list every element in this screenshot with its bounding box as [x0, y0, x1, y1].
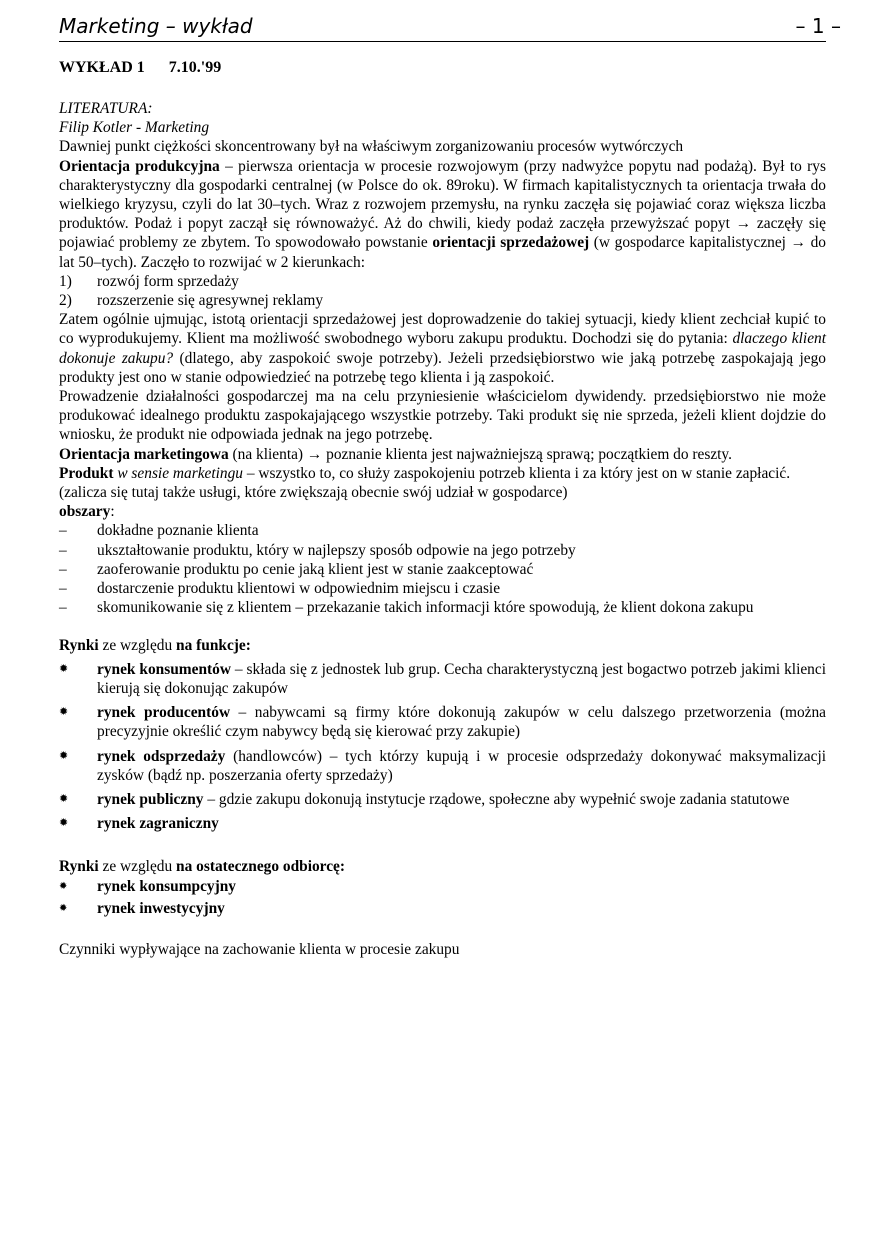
literature-book: Filip Kotler - Marketing — [59, 119, 210, 137]
list-item — [59, 272, 826, 291]
list-item — [59, 703, 826, 741]
list-number: 2) — [59, 292, 72, 310]
question-text: dlaczego klient dokonuje zakupu? — [59, 330, 826, 367]
list-item-text — [97, 660, 826, 698]
list-item — [59, 899, 826, 918]
term-production-orientation: Orientacja produkcyjna — [59, 157, 220, 175]
closing-line: Czynniki wypływające na zachowanie klienta w procesie zakupu — [59, 940, 460, 958]
dash-marker: – — [59, 522, 67, 540]
paragraph-services-note: (zalicza się tutaj także usługi, które zwiększają obecnie swój udział w gospodarce) — [59, 484, 568, 502]
spacer — [59, 838, 826, 857]
market-term: rynek odsprzedaży — [97, 747, 226, 765]
term-product: Produkt — [59, 464, 114, 482]
numbered-list — [59, 272, 826, 310]
bullet-icon: ✹ — [59, 706, 69, 719]
market-term: rynek producentów — [97, 704, 231, 722]
areas-list — [59, 521, 826, 617]
list-item-text: zaoferowanie produktu po cenie jaką klient jest w stanie zaakceptować — [97, 560, 534, 578]
market-term: rynek konsumentów — [97, 660, 231, 678]
markets-function-heading — [59, 636, 826, 655]
list-item — [59, 541, 826, 560]
heading-text: ze względu — [98, 858, 177, 876]
paragraph-text: – pierwsza orientacja w procesie rozwojowym (przy nadwyżce popytu nad podażą). Był to rys charakterystyczny dla gospodarki centralnej (w Polsce do ok. 89roku). W firmach kapitalistycznych ta orientacja trwała do wielkiego kryzysu, czyli do lat 30–tych. Wraz z rozwojem przemysłu, na rynku zaczęła się pojawiać coraz większa liczba produktów. Podaż i popyt zaczął się równoważyć. Aż do chwili, kiedy podaż zaczęła przewyższać popyt → zaczęły się pojawiać problemy ze zbytem. To spowodowało powstanie — [59, 157, 826, 252]
spacer — [59, 617, 826, 636]
heading-term: Rynki — [59, 858, 99, 876]
markets-recipient-list — [59, 877, 826, 918]
list-item — [59, 877, 826, 896]
list-item — [59, 521, 826, 540]
list-item — [59, 291, 826, 310]
bullet-icon: ✹ — [59, 902, 68, 914]
markets-recipient-heading — [59, 857, 826, 876]
list-item-text — [97, 703, 826, 741]
header-rule — [59, 41, 826, 42]
dash-marker: – — [59, 541, 67, 559]
list-item — [59, 598, 826, 617]
list-item-text: rynek inwestycyjny — [97, 899, 225, 917]
dash-marker: – — [59, 599, 67, 617]
running-header — [59, 14, 841, 42]
market-description: – składa się z jednostek lub grup. Cecha charakterystyczną jest bogactwo potrzeb jakimi klienci kierują się dokonując zakupów — [97, 660, 826, 697]
paragraph-text: – wszystko to, co służy zaspokojeniu potrzeb klienta i za który jest on w stanie zapłacić. — [243, 464, 791, 482]
list-item-text: dokładne poznanie klienta — [97, 522, 259, 540]
market-description: – gdzie zakupu dokonują instytucje rządowe, społeczne aby wypełnić swoje zadania statutowe — [203, 790, 790, 808]
dash-marker: – — [59, 560, 67, 578]
paragraph-text: (dlatego, aby zaspokoić swoje potrzeby). Jeżeli przedsiębiorstwo wie jaką potrzebę zaspokajają jego produkty jest ono w stanie odpowiedzieć na potrzebę tego klienta i ją zaspokoić. — [59, 349, 826, 386]
list-item-text — [97, 790, 826, 809]
areas-heading — [59, 502, 826, 521]
page-number: – 1 – — [795, 14, 841, 38]
list-item — [59, 814, 826, 833]
paragraph-text: (w gospodarce kapitalistycznej → do lat 50–tych). Zaczęło to rozwijać w 2 kierunkach: — [59, 234, 826, 271]
bullet-icon: ✹ — [59, 817, 69, 830]
heading-term: Rynki — [59, 637, 99, 655]
market-description: – nabywcami są firmy które dokonują zakupów w celu dalszego przetworzenia (można precyzyjnie określić czym nabywcy będą się kierować przy zakupie) — [97, 704, 826, 741]
heading-term: na funkcje: — [176, 637, 251, 655]
term-sales-orientation: orientacji sprzedażowej — [432, 234, 590, 252]
lecture-heading — [59, 58, 826, 80]
market-description: (handlowców) – tych którzy kupują i w procesie odsprzedaży dokonywać maksymalizacji zysków (bądź np. poszerzania oferty sprzedaży) — [97, 747, 826, 784]
areas-label: obszary — [59, 503, 111, 521]
list-item-text: skomunikowanie się z klientem – przekazanie takich informacji które spowodują, że klient dokona zakupu — [97, 599, 754, 617]
list-item — [59, 747, 826, 785]
term-marketing-orientation: Orientacja marketingowa — [59, 445, 229, 463]
list-number: 1) — [59, 272, 72, 290]
market-term: rynek zagraniczny — [97, 815, 219, 833]
heading-term: na ostatecznego odbiorcę: — [176, 858, 346, 876]
markets-function-list — [59, 660, 826, 834]
list-item-text: rozwój form sprzedaży — [97, 272, 239, 290]
document-body — [59, 58, 826, 959]
list-item — [59, 560, 826, 579]
paragraph-text: Zatem ogólnie ujmując, istotą orientacji sprzedażowej jest doprowadzenie do takiej sytuacji, kiedy klient zechciał kupić to co wyprodukujemy. Klient ma możliwość swobodnego wyboru zakupu produktu. Dochodzi się do pytania: — [59, 311, 826, 348]
list-item — [59, 579, 826, 598]
list-item-text — [97, 814, 826, 833]
list-item-text: rozszerzenie się agresywnej reklamy — [97, 292, 324, 310]
lecture-label: WYKŁAD 1 — [59, 59, 145, 76]
bullet-icon: ✹ — [59, 792, 69, 805]
paragraph-production-orientation — [59, 157, 826, 272]
bullet-icon: ✹ — [59, 880, 68, 892]
heading-text: ze względu — [98, 637, 177, 655]
term-product-qualifier: w sensie marketingu — [113, 464, 243, 482]
list-item-text: rynek konsumpcyjny — [97, 877, 236, 895]
list-item-text: dostarczenie produktu klientowi w odpowiednim miejscu i czasie — [97, 580, 501, 598]
bullet-icon: ✹ — [59, 749, 69, 762]
paragraph-business-activity: Prowadzenie działalności gospodarczej ma na celu przyniesienie właścicielom dywidendy. przedsiębiorstwo nie może produkować idealnego produktu zaspokajającego wszystkie potrzeby. Taki produkt się nie sprzeda, jeżeli klient dojdzie do wniosku, że produkt nie odpowiada jednak na jego potrzebę. — [59, 388, 826, 444]
header-title: Marketing – wykład — [59, 14, 253, 38]
paragraph-sales-essence — [59, 310, 826, 387]
areas-colon: : — [110, 503, 115, 521]
lecture-date: 7.10.'99 — [168, 59, 222, 76]
bullet-icon: ✹ — [59, 662, 69, 675]
paragraph-product-definition — [59, 464, 826, 483]
paragraph-marketing-orientation — [59, 445, 826, 464]
list-item — [59, 790, 826, 809]
paragraph-intro: Dawniej punkt ciężkości skoncentrowany był na właściwym zorganizowaniu procesów wytwórczych — [59, 138, 684, 156]
literature-label: LITERATURA: — [59, 100, 153, 117]
paragraph-text: (na klienta) → poznanie klienta jest najważniejszą sprawą; początkiem do reszty. — [228, 445, 732, 463]
list-item — [59, 660, 826, 698]
market-term: rynek publiczny — [97, 790, 204, 808]
list-item-text: ukształtowanie produktu, który w najlepszy sposób odpowie na jego potrzeby — [97, 541, 576, 559]
dash-marker: – — [59, 580, 67, 598]
spacer — [59, 921, 826, 940]
list-item-text — [97, 747, 826, 785]
